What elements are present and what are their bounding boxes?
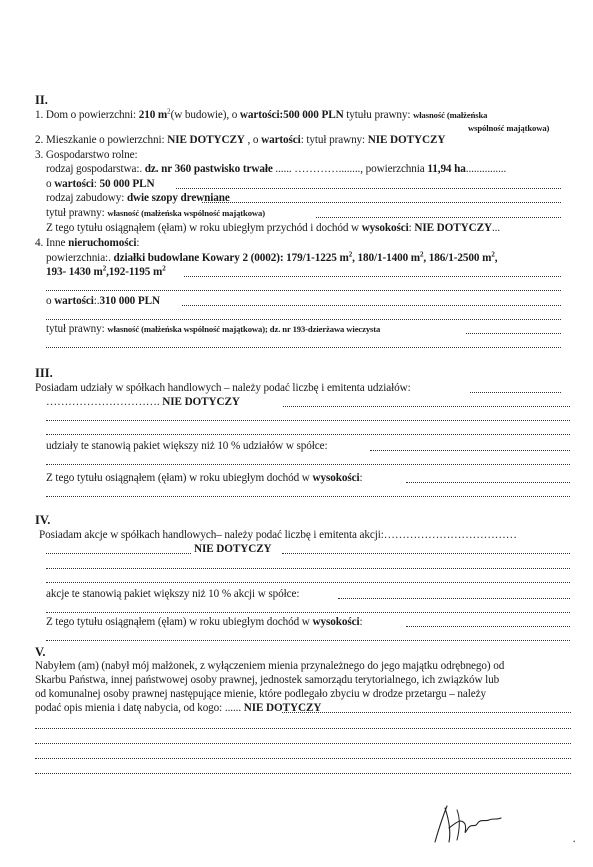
plots-line-1: powierzchnia:. działki budowlane Kowary 2 (0002): 179/1-1225 $m^2$, 180/1-1400 $m^2$, 186/1-2500 $m^2$, [46, 250, 498, 264]
farm-building-line: rodzaj zabudowy: dwie szopy drewniane [46, 192, 230, 204]
stocks-dots-2 [46, 558, 570, 569]
acq-dots-3 [35, 748, 571, 759]
plots-title-line: tytuł prawny: własność (małżeńska wspólność majątkowa); dz. nr 193-dzierżawa wieczysta [46, 323, 381, 335]
plots-dots-1 [184, 266, 561, 277]
farm-value-dots [176, 178, 561, 189]
shares-pkg-dots [370, 440, 570, 451]
shares-pkg-line: udziały te stanowią pakiet większy niż 10 % udziałów w spółce: [46, 440, 328, 452]
house-line: 1. Dom o powierzchni: 210 $m^2(w$ budowie), o wartości:500 000 PLN tytułu prawny: własność (małżeńska [35, 107, 488, 121]
stocks-pkg-dots [338, 588, 570, 599]
stocks-dots-1 [282, 543, 570, 554]
plots-dots-4 [46, 337, 561, 348]
shares-dots-1 [283, 396, 570, 407]
farm-building-dots [202, 192, 561, 203]
acq-line-1: Nabyłem (am) (nabył mój małżonek, z wyłączeniem mienia przynależnego do jego majątku odrębnego) od [35, 660, 505, 672]
farm-type-line: rodzaj gospodarstwa:. dz. nr 360 pastwisko trwałe ...... …………........, powierzchnia 11,94 ha............... [46, 163, 507, 175]
house-title-cont: wspólność majątkowa) [468, 123, 550, 133]
stocks-dots-0 [46, 543, 191, 554]
flat-line: 2. Mieszkanie o powierzchni: NIE DOTYCZY , o wartości: tytuł prawny: NIE DOTYCZY [35, 134, 446, 146]
acq-line-2: Skarbu Państwa, innej państwowej osoby prawnej, jednostek samorządu terytorialnego, ich związków lub [35, 674, 500, 686]
stocks-income-dots [406, 616, 570, 627]
stocks-dots-3 [46, 572, 570, 583]
acq-line-3: od komunalnej osoby prawnej następujące mienie, które podlegało zbyciu w drodze przetargu – należy [35, 688, 487, 700]
farm-value-line: o wartości: 50 000 PLN [46, 178, 155, 190]
section-iv-heading: IV. [35, 513, 51, 527]
shares-income-dots [406, 472, 570, 483]
farm-line: 3. Gospodarstwo rolne: [35, 149, 138, 161]
acq-dots-0 [282, 702, 571, 713]
shares-dots-2 [46, 410, 570, 421]
farm-income-line: Z tego tytułu osiągnąłem (ęłam) w roku ubiegłym przychód i dochód w wysokości: NIE DOTYCZY... [46, 222, 501, 234]
acq-line-4: podać opis mienia i datę nabycia, od kogo: ...... NIE DOTYCZY [35, 702, 322, 714]
stocks-line: Posiadam akcje w spółkach handlowych– należy podać liczbę i emitenta akcji:……………………………… [39, 529, 517, 541]
farm-title-line: tytuł prawny: własność (małżeńska wspólność majątkowa) [46, 207, 265, 219]
acq-dots-4 [35, 763, 571, 774]
scan-mark: • [573, 838, 576, 846]
stocks-pkg-line: akcje te stanowią pakiet większy niż 10 % akcji w spółce: [46, 588, 300, 600]
shares-line: Posiadam udziały w spółkach handlowych – należy podać liczbę i emitenta udziałów: [35, 382, 411, 394]
acq-dots-2 [35, 733, 571, 744]
plots-value-dots [182, 295, 561, 306]
section-v-heading: V. [35, 645, 46, 659]
shares-dots-0 [470, 382, 561, 393]
plots-dots-3 [46, 309, 561, 320]
shares-dots-4 [46, 454, 570, 465]
section-ii-heading: II. [35, 93, 48, 107]
stocks-value: NIE DOTYCZY [194, 543, 272, 555]
shares-income-line: Z tego tytułu osiągnąłem (ęłam) w roku ubiegłym dochód w wysokości: [46, 472, 363, 484]
plots-dots-2 [46, 280, 561, 291]
stocks-dots-5 [46, 630, 570, 641]
plots-title-dots [466, 323, 561, 334]
acq-dots-1 [35, 718, 571, 729]
section-iii-heading: III. [35, 366, 53, 380]
plots-line-2: 193- 1430 $m^2,192-1195$ $m^2$ [46, 264, 166, 278]
shares-dots-5 [46, 486, 570, 497]
plots-value-line: o wartości:.310 000 PLN [46, 295, 160, 307]
stocks-income-line: Z tego tytułu osiągnąłem (ęłam) w roku ubiegłym dochód w wysokości: [46, 616, 363, 628]
other-property-line: 4. Inne nieruchomości: [35, 237, 140, 249]
handwritten-signature [427, 798, 527, 848]
stocks-dots-4 [46, 602, 570, 613]
shares-value-line: …………………………. NIE DOTYCZY [46, 396, 240, 408]
farm-title-dots [316, 207, 561, 218]
shares-dots-3 [46, 424, 570, 435]
